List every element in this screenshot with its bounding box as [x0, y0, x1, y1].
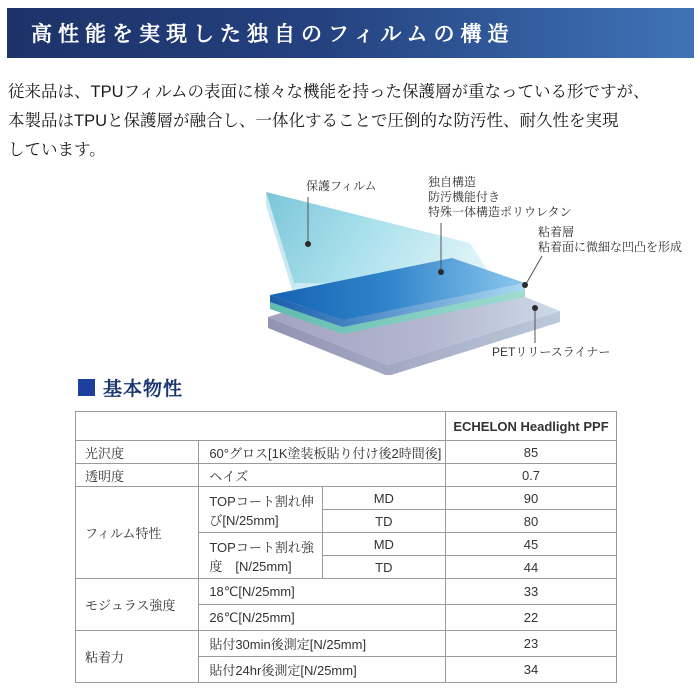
test-cell: 60°グロス[1K塗装板貼り付け後2時間後]	[199, 441, 446, 464]
test-cell: 26℃[N/25mm]	[199, 605, 446, 631]
category-cell: 透明度	[76, 464, 199, 487]
film-structure-diagram	[180, 175, 695, 375]
test-cell: TOPコート割れ強度 [N/25mm]	[199, 533, 322, 579]
value-cell: 85	[446, 441, 617, 464]
leader-dot-liner	[532, 305, 538, 311]
test-cell: 貼付24hr後測定[N/25mm]	[199, 657, 446, 683]
table-row	[76, 631, 617, 657]
table-row	[76, 464, 617, 487]
value-cell: 80	[446, 510, 617, 533]
section-square-icon	[78, 379, 95, 396]
label-adhesive-line2: 粘着面に微細な凹凸を形成	[538, 240, 683, 254]
intro-line: 本製品はTPUと保護層が融合し、一体化することで圧倒的な防汚性、耐久性を実現	[8, 112, 619, 130]
test-cell: 貼付30min後測定[N/25mm]	[199, 631, 446, 657]
direction-cell: TD	[322, 510, 445, 533]
value-cell: 90	[446, 487, 617, 510]
value-cell: 45	[446, 533, 617, 556]
test-cell: 18℃[N/25mm]	[199, 579, 446, 605]
intro-line: 従来品は、TPUフィルムの表面に様々な機能を持った保護層が重なっている形ですが、	[8, 83, 650, 101]
table-header-row	[76, 412, 617, 441]
label-adhesive-line1: 粘着層	[538, 225, 575, 239]
leader-line-adhesive	[526, 256, 542, 284]
table-row	[76, 579, 617, 605]
basic-properties-table	[75, 411, 617, 683]
intro-line: しています。	[8, 141, 106, 159]
category-cell: フィルム特性	[76, 487, 199, 579]
label-pet-liner: PETリリースライナー	[492, 345, 611, 359]
diagonal-header-cell	[76, 412, 446, 441]
label-unique-line1: 独自構造	[428, 175, 477, 189]
value-cell: 0.7	[446, 464, 617, 487]
label-unique-structure	[428, 175, 572, 220]
table-row	[76, 441, 617, 464]
value-cell: 22	[446, 605, 617, 631]
direction-cell: MD	[322, 533, 445, 556]
direction-cell: TD	[322, 556, 445, 579]
leader-dot-adhesive	[522, 282, 528, 288]
label-unique-line3: 特殊一体構造ポリウレタン	[428, 205, 572, 219]
product-header-cell: ECHELON Headlight PPF	[446, 412, 617, 441]
section-title: 基本物性	[103, 379, 184, 400]
leader-dot-unique	[438, 269, 444, 275]
test-cell: TOPコート割れ伸び[N/25mm]	[199, 487, 322, 533]
category-cell: モジュラス強度	[76, 579, 199, 631]
direction-cell: MD	[322, 487, 445, 510]
label-unique-line2: 防汚機能付き	[428, 190, 501, 204]
value-cell: 33	[446, 579, 617, 605]
section-heading	[78, 374, 183, 401]
category-cell: 光沢度	[76, 441, 199, 464]
value-cell: 23	[446, 631, 617, 657]
test-cell: ヘイズ	[199, 464, 446, 487]
header-banner	[7, 8, 694, 58]
value-cell: 44	[446, 556, 617, 579]
category-cell: 粘着力	[76, 631, 199, 683]
page-title: 高性能を実現した独自のフィルムの構造	[31, 22, 515, 46]
label-protect-film: 保護フィルム	[306, 179, 377, 193]
leader-dot-protect	[305, 241, 311, 247]
label-adhesive-layer	[538, 225, 682, 255]
intro-paragraph	[8, 78, 692, 165]
value-cell: 34	[446, 657, 617, 683]
table-row	[76, 487, 617, 510]
